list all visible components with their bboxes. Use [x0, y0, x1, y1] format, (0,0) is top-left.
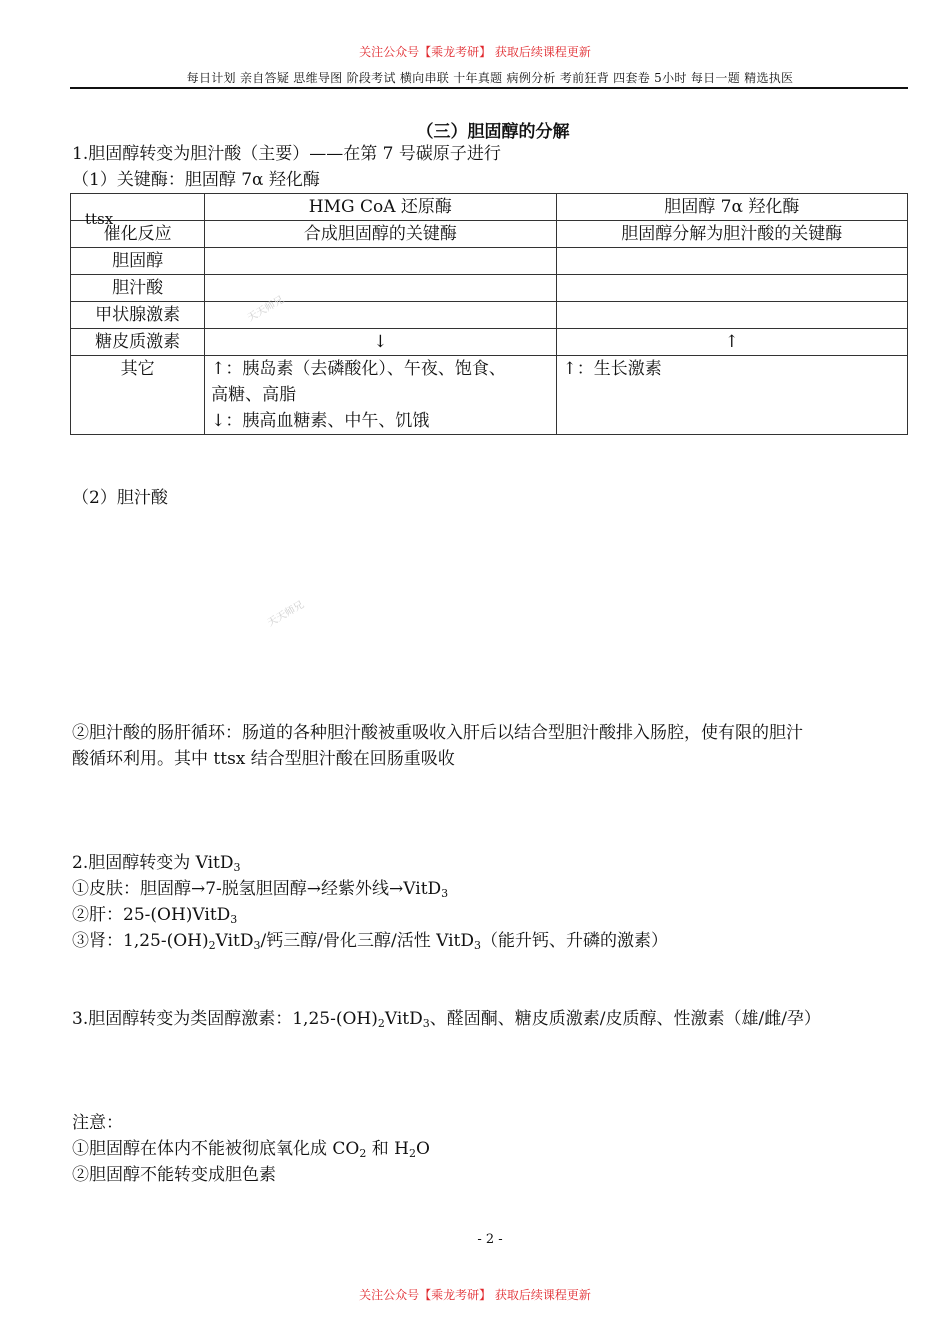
footer-promo: 关注公众号【乘龙考研】 获取后续课程更新 — [359, 1288, 591, 1302]
text-segment: 、醛固酮、糖皮质激素/皮质醇、性激素（雄/雌/孕） — [429, 1009, 821, 1029]
page-number: - 2 - — [477, 1232, 503, 1247]
header-7a: 胆固醇 7α 羟化酶 — [556, 194, 907, 221]
text-segment: （能升钙、升磷的激素） — [480, 931, 668, 951]
other-line: ↑：生长激素 — [562, 359, 662, 379]
table-row-other — [71, 356, 908, 435]
cell-hmgcoa: ↓ — [205, 329, 556, 356]
cell-hmgcoa — [205, 275, 556, 302]
header-promo: 关注公众号【乘龙考研】 获取后续课程更新 — [359, 45, 591, 59]
table-row — [71, 275, 908, 302]
note-line — [72, 1162, 430, 1188]
text-segment: 2.胆固醇转变为 VitD — [72, 853, 234, 873]
subscript: 3 — [473, 939, 481, 952]
table-header-row — [71, 194, 908, 221]
line-bile-acid: 1.胆固醇转变为胆汁酸（主要）——在第 7 号碳原子进行 — [72, 144, 501, 164]
vitd-line — [72, 850, 668, 876]
other-hmgcoa — [205, 356, 556, 435]
subscript: 2 — [409, 1147, 416, 1160]
note-line — [72, 1136, 430, 1162]
cell-7a: 胆固醇分解为胆汁酸的关键酶 — [556, 221, 907, 248]
cell-7a — [556, 275, 907, 302]
enterohepatic-line-2: 酸循环利用。其中 ttsx 结合型胆汁酸在回肠重吸收 — [72, 749, 455, 769]
vitd-section — [72, 850, 668, 954]
row-label: 催化反应 — [71, 221, 205, 248]
table-row — [71, 248, 908, 275]
vitd-line — [72, 902, 668, 928]
subscript: 3 — [422, 1017, 430, 1030]
line-key-enzyme: （1）关键酶：胆固醇 7α 羟化酶 — [72, 170, 320, 190]
notes-section — [72, 1110, 430, 1188]
enzyme-comparison-table — [70, 193, 908, 435]
text-segment: ③肾：1,25-(OH) — [72, 931, 209, 951]
vitd-line — [72, 928, 668, 954]
other-line: 高糖、高脂 — [211, 385, 297, 405]
cell-hmgcoa: 合成胆固醇的关键酶 — [205, 221, 556, 248]
text-segment: ①皮肤：胆固醇→7-脱氢胆固醇→经紫外线→VitD — [72, 879, 442, 899]
row-label: 胆汁酸 — [71, 275, 205, 302]
row-label: 甲状腺激素 — [71, 302, 205, 329]
text-segment: O — [416, 1139, 430, 1159]
other-7a — [556, 356, 907, 435]
enterohepatic-line-1: ②胆汁酸的肠肝循环：肠道的各种胆汁酸被重吸收入肝后以结合型胆汁酸排入肠腔，使有限的胆汁 — [72, 723, 803, 743]
subscript: 3 — [441, 887, 449, 900]
header-nav: 每日计划 亲自答疑 思维导图 阶段考试 横向串联 十年真题 病例分析 考前狂背 四套卷 5小时 每日一题 精选执医 — [186, 71, 794, 85]
other-line: ↓：胰高血糖素、中午、饥饿 — [211, 411, 430, 431]
subscript: 3 — [230, 913, 238, 926]
vitd-line — [72, 876, 668, 902]
text-segment: ②胆固醇不能转变成胆色素 — [72, 1165, 276, 1185]
text-segment: ②肝：25-(OH)VitD — [72, 905, 231, 925]
text-segment: 注意： — [72, 1113, 123, 1133]
other-line: ↑：胰岛素（去磷酸化）、午夜、饱食、 — [211, 359, 506, 379]
steroid-text — [72, 1006, 821, 1032]
corner-text: ttsx — [85, 210, 114, 228]
watermark: 天天师兄 — [245, 294, 287, 324]
text-segment: /钙三醇/骨化三醇/活性 VitD — [260, 931, 474, 951]
subsection-bile-acid: （2）胆汁酸 — [72, 488, 168, 508]
subscript: 2 — [377, 1017, 385, 1030]
watermark: 天天师兄 — [265, 599, 307, 629]
cell-hmgcoa — [205, 248, 556, 275]
table-corner — [71, 194, 205, 228]
text-segment: ①胆固醇在体内不能被彻底氧化成 CO — [72, 1139, 360, 1159]
cell-7a: ↑ — [556, 329, 907, 356]
text-segment: VitD — [384, 1009, 423, 1029]
table-row — [71, 221, 908, 248]
text-segment: 和 H — [366, 1139, 409, 1159]
steroid-line — [72, 1006, 821, 1032]
cell-7a — [556, 302, 907, 329]
text-segment: VitD — [215, 931, 254, 951]
row-label: 其它 — [71, 356, 205, 435]
table-row — [71, 329, 908, 356]
subscript: 2 — [359, 1147, 367, 1160]
text-segment: 3.胆固醇转变为类固醇激素：1,25-(OH) — [72, 1009, 378, 1029]
section-title: （三）胆固醇的分解 — [416, 122, 570, 142]
subscript: 3 — [233, 861, 241, 874]
row-label: 糖皮质激素 — [71, 329, 205, 356]
note-line — [72, 1110, 430, 1136]
header-hmgcoa: HMG CoA 还原酶 — [205, 194, 556, 221]
row-label: 胆固醇 — [71, 248, 205, 275]
subscript: 3 — [253, 939, 261, 952]
subscript: 2 — [208, 939, 216, 952]
header-divider — [70, 87, 908, 89]
cell-7a — [556, 248, 907, 275]
table-row — [71, 302, 908, 329]
